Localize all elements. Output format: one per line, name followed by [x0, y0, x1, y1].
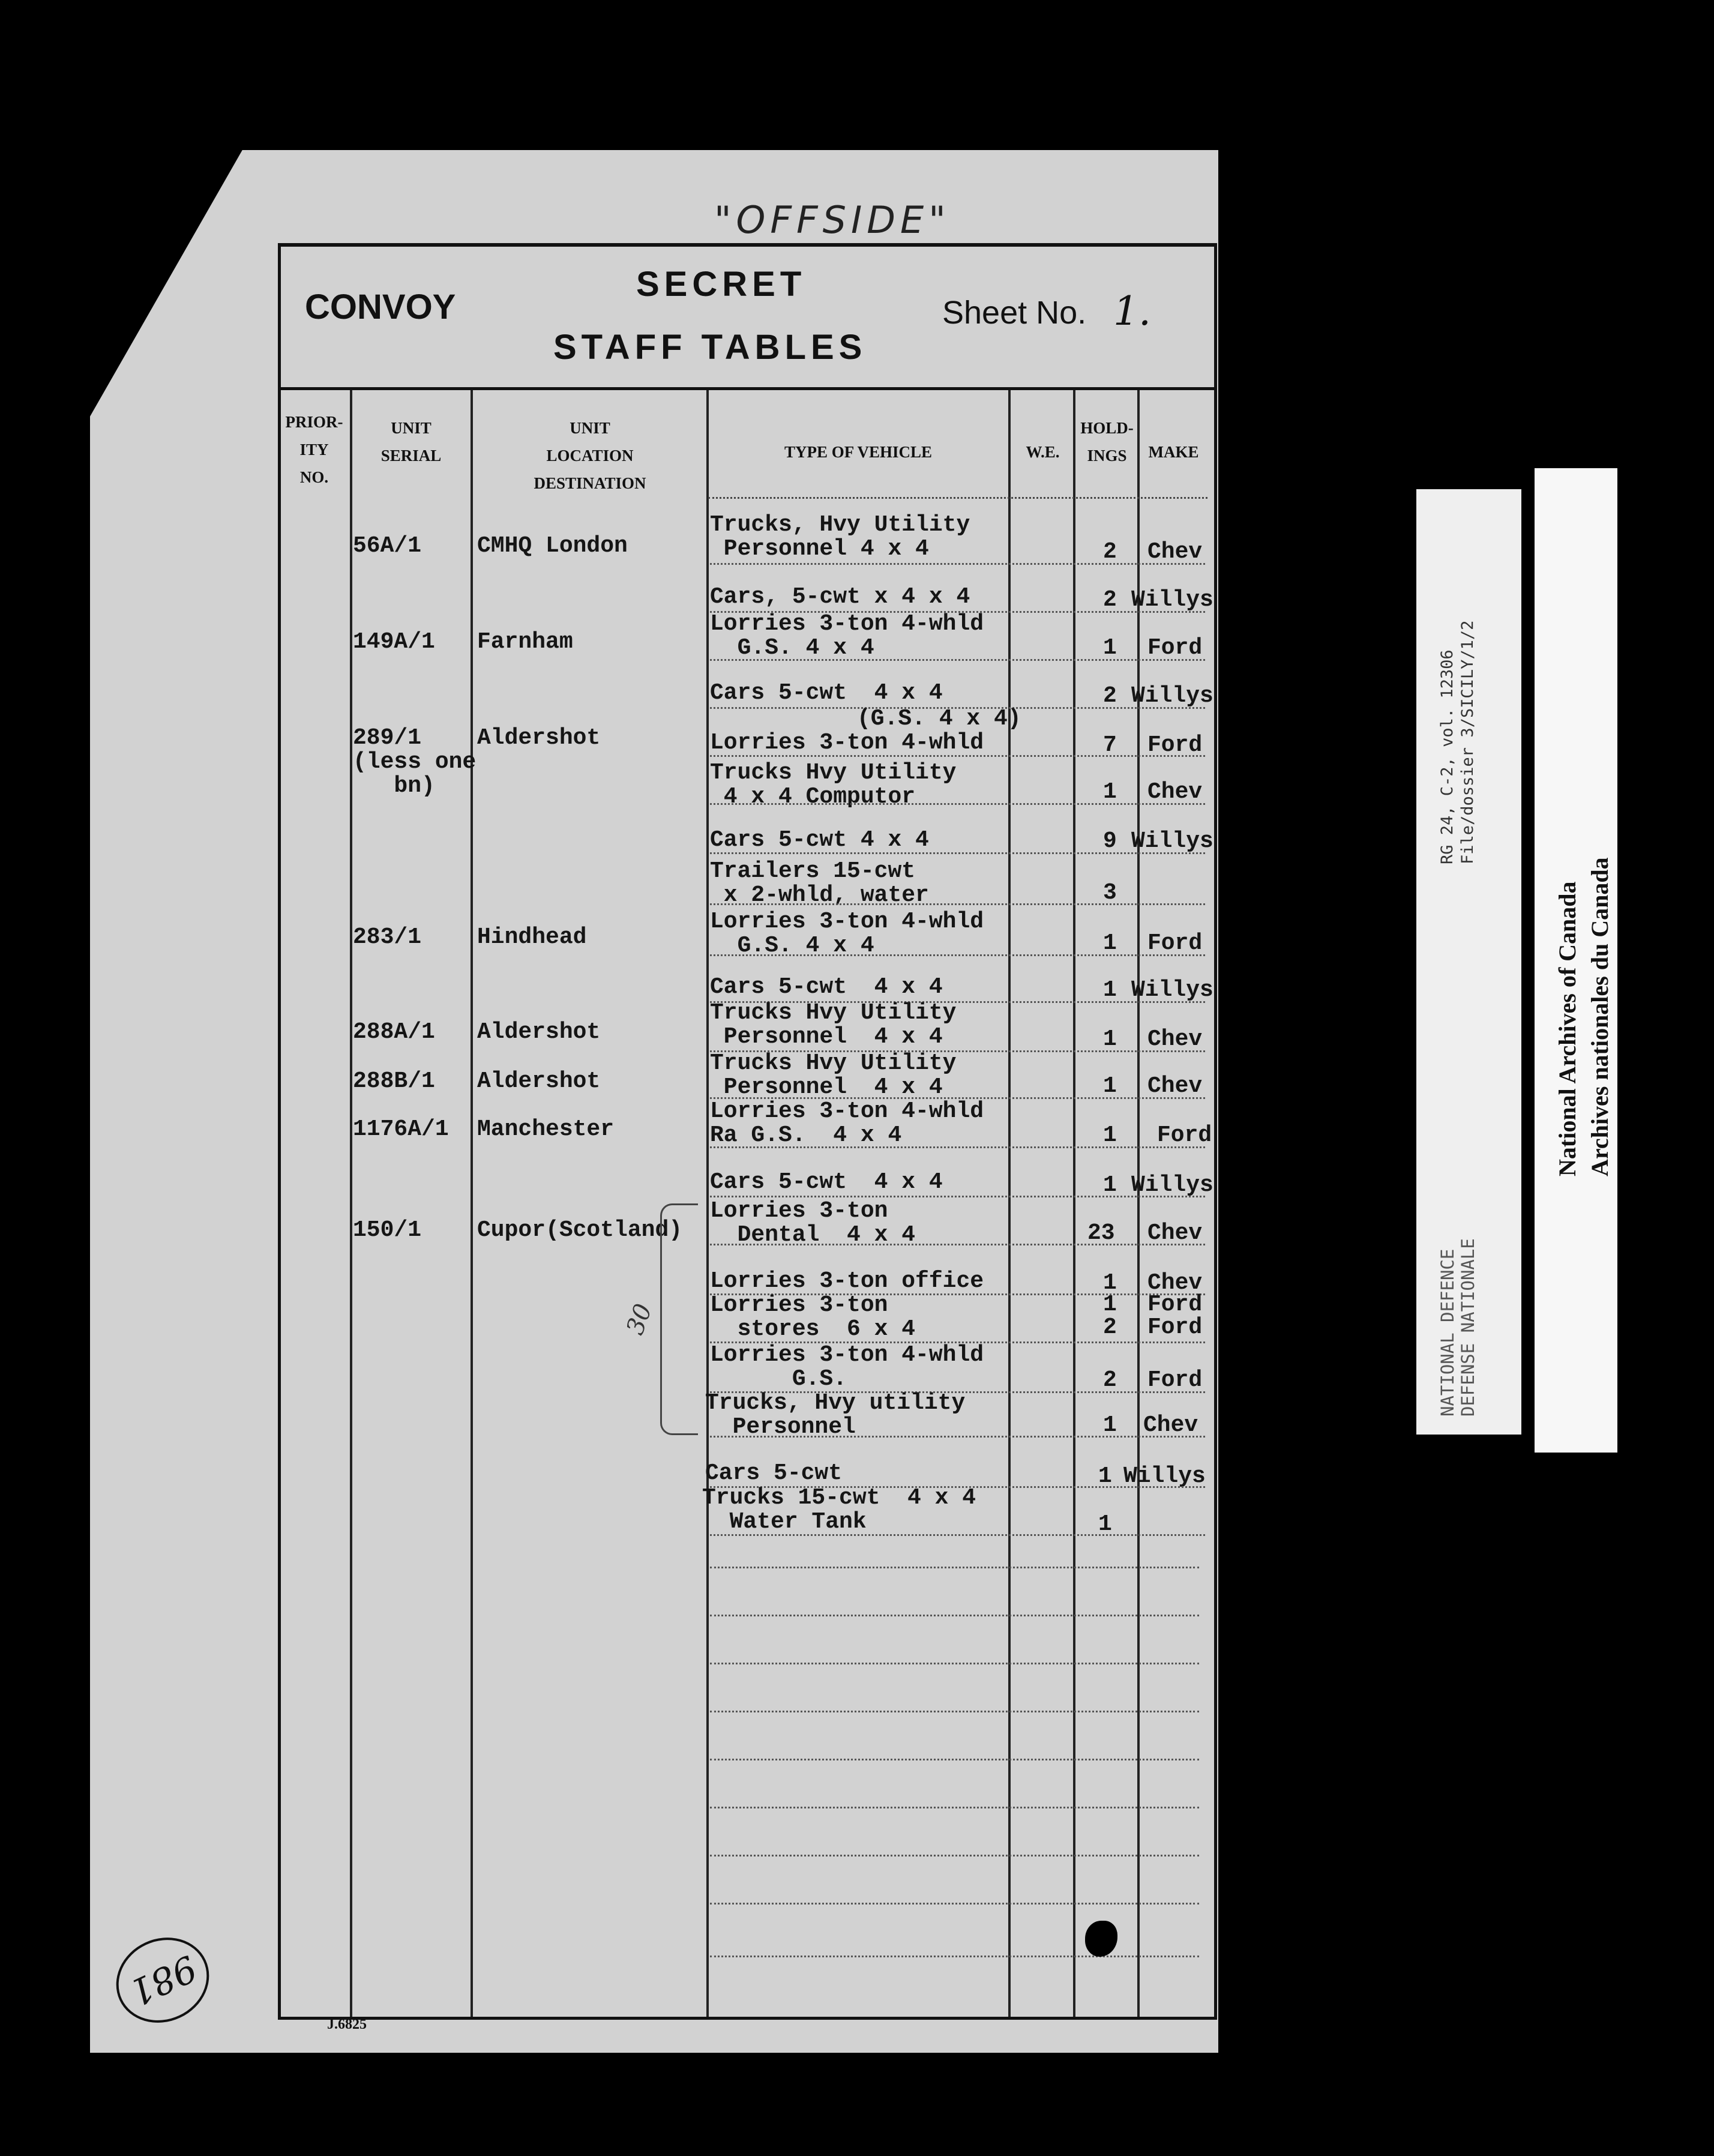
- vehicle-holdings: 1: [1103, 1172, 1117, 1198]
- vehicle-type: Cars 5-cwt: [705, 1460, 843, 1486]
- vehicle-make: Chev: [1147, 1026, 1203, 1052]
- vehicle-holdings: 1: [1103, 1270, 1117, 1296]
- unit-serial: 283/1: [353, 924, 422, 950]
- unit-location: Aldershot: [477, 725, 601, 751]
- divider: [1137, 390, 1140, 2017]
- vehicle-make: Chev: [1147, 1073, 1203, 1099]
- col-priority: PRIOR- ITY NO.: [285, 413, 343, 486]
- vehicle-type: Trucks, Hvy Utility Personnel 4 x 4: [710, 512, 970, 562]
- divider: [471, 390, 473, 2017]
- empty-row-rule: [710, 1663, 1199, 1664]
- unit-location: Farnham: [477, 629, 573, 655]
- vehicle-holdings: 3: [1103, 880, 1117, 906]
- offside-annotation: "OFFSIDE": [714, 198, 951, 242]
- divider: [706, 390, 709, 2017]
- secret-title: SECRET: [636, 265, 807, 304]
- vehicle-type: Cars 5-cwt 4 x 4: [710, 974, 943, 1000]
- vehicle-make: Willys: [1123, 1463, 1206, 1489]
- vehicle-make: Ford: [1147, 1367, 1203, 1393]
- vehicle-holdings: 1: [1103, 1026, 1117, 1052]
- empty-row-rule: [710, 1711, 1199, 1712]
- row-rule: [710, 1146, 1205, 1148]
- vehicle-make: Chev: [1143, 1412, 1198, 1438]
- row-rule: [710, 1534, 1205, 1536]
- empty-row-rule: [710, 1903, 1199, 1905]
- unit-location: Manchester: [477, 1116, 615, 1142]
- unit-serial: 150/1: [353, 1217, 422, 1243]
- unit-location: Aldershot: [477, 1068, 601, 1094]
- sheet-number-value: 1.: [1113, 288, 1151, 334]
- empty-row-rule: [710, 1807, 1199, 1808]
- row-rule: [710, 563, 1205, 565]
- unit-serial: 56A/1: [353, 533, 422, 559]
- staff-tables-title: STAFF TABLES: [553, 328, 867, 367]
- row-rule: [710, 954, 1205, 956]
- vehicle-holdings: 23: [1087, 1220, 1115, 1246]
- vehicle-type: Lorries 3-ton office: [710, 1268, 984, 1294]
- vehicle-type: Lorries 3-ton 4-whld G.S. 4 x 4: [710, 611, 984, 661]
- divider: [1073, 390, 1075, 2017]
- handwritten-bracket: [660, 1203, 698, 1435]
- vehicle-holdings: 1: [1103, 930, 1117, 956]
- col-we: W.E.: [1026, 443, 1060, 461]
- vehicle-holdings: 1: [1103, 779, 1117, 805]
- empty-row-rule: [710, 1567, 1199, 1568]
- vehicle-holdings: 1: [1103, 1122, 1117, 1148]
- empty-row-rule: [710, 1615, 1199, 1616]
- row-rule: [710, 1244, 1205, 1245]
- row-rule: [710, 1436, 1205, 1438]
- vehicle-type: Cars, 5-cwt x 4 x 4: [710, 584, 970, 610]
- vehicle-type: Lorries 3-ton 4-whld Ra G.S. 4 x 4: [710, 1098, 984, 1148]
- vehicle-holdings: 7: [1103, 732, 1117, 758]
- vehicle-type: Lorries 3-ton Dental 4 x 4: [710, 1198, 916, 1248]
- vehicle-type: Lorries 3-ton 4-whld G.S. 4 x 4: [710, 909, 984, 959]
- vehicle-holdings: 1 2: [1103, 1292, 1117, 1340]
- sheet-number-label: Sheet No.: [942, 295, 1087, 331]
- vehicle-make: Ford: [1157, 1122, 1212, 1148]
- row-rule: [710, 659, 1205, 661]
- vehicle-holdings: 2: [1103, 587, 1117, 613]
- vehicle-make: Ford Ford: [1147, 1292, 1203, 1340]
- row-rule: [710, 803, 1205, 805]
- vehicle-make: Chev: [1147, 539, 1203, 565]
- col-make: MAKE: [1148, 443, 1199, 461]
- top-rule: [278, 243, 1214, 247]
- row-rule: [710, 903, 1205, 905]
- vehicle-holdings: 9: [1103, 828, 1117, 854]
- vehicle-holdings: 1: [1103, 635, 1117, 661]
- vehicle-holdings: 2: [1103, 683, 1117, 709]
- unit-serial: 288B/1: [353, 1068, 435, 1094]
- vehicle-type: Trucks Hvy Utility Personnel 4 x 4: [710, 1050, 957, 1100]
- vehicle-holdings: 2: [1103, 1367, 1117, 1393]
- vehicle-holdings: 2: [1103, 539, 1117, 565]
- vehicle-make: Ford: [1147, 930, 1203, 956]
- reference-stamp: RG 24, C-2, vol. 12306 File/dossier 3/SICILY/1/2: [1438, 620, 1477, 864]
- vehicle-holdings: 1: [1103, 1412, 1117, 1438]
- row-rule: [710, 1196, 1205, 1197]
- empty-row-rule: [710, 1956, 1199, 1957]
- col-holdings: HOLD- INGS: [1080, 419, 1134, 465]
- col-location: UNIT LOCATION DESTINATION: [534, 419, 646, 492]
- vehicle-holdings: 1: [1098, 1463, 1112, 1489]
- empty-row-rule: [710, 1855, 1199, 1856]
- archive-name: National Archives of Canada Archives nationales du Canada: [1554, 857, 1613, 1176]
- page-number: 981: [122, 1947, 203, 2014]
- divider: [350, 390, 352, 2017]
- vehicle-type: Trailers 15-cwt x 2-whld, water: [710, 858, 929, 908]
- vehicle-type: Trucks 15-cwt 4 x 4 Water Tank: [702, 1485, 976, 1535]
- vehicle-note: (G.S. 4 x 4): [857, 706, 1021, 732]
- unit-serial: 1176A/1: [353, 1116, 449, 1142]
- unit-location: Hindhead: [477, 924, 587, 950]
- vehicle-holdings: 1: [1103, 977, 1117, 1003]
- form-number: J.6825: [327, 2017, 367, 2032]
- convoy-title: CONVOY: [305, 288, 456, 327]
- department-stamp: NATIONAL DEFENCE DEFENSE NATIONALE: [1437, 1238, 1478, 1417]
- vehicle-make: Willys: [1131, 683, 1213, 709]
- vehicle-holdings: 1: [1103, 1073, 1117, 1099]
- vehicle-type: Trucks Hvy Utility Personnel 4 x 4: [710, 1000, 957, 1050]
- vehicle-type: Lorries 3-ton 4-whld G.S.: [710, 1342, 984, 1392]
- vehicle-make: Chev: [1147, 1220, 1203, 1246]
- unit-location: Cupor(Scotland): [477, 1217, 683, 1243]
- vehicle-make: Ford: [1147, 732, 1203, 758]
- vehicle-type: Cars 5-cwt 4 x 4: [710, 827, 929, 853]
- vehicle-make: Chev: [1147, 779, 1203, 805]
- vehicle-make: Willys: [1131, 977, 1213, 1003]
- vehicle-type: Lorries 3-ton stores 6 x 4: [710, 1292, 916, 1342]
- bottom-rule: [278, 2017, 1214, 2020]
- vehicle-make: Willys: [1131, 587, 1213, 613]
- vehicle-make: Willys: [1131, 828, 1213, 854]
- vehicle-type: Cars 5-cwt 4 x 4: [710, 1169, 943, 1195]
- unit-location: Aldershot: [477, 1019, 601, 1045]
- unit-serial: 149A/1: [353, 629, 435, 655]
- vehicle-type: Trucks, Hvy utility Personnel: [705, 1390, 966, 1440]
- vehicle-type: Cars 5-cwt 4 x 4: [710, 680, 943, 706]
- vehicle-make: Willys: [1131, 1172, 1213, 1198]
- vehicle-holdings: 1: [1098, 1511, 1112, 1537]
- vehicle-make: Chev: [1147, 1270, 1203, 1296]
- empty-row-rule: [710, 1759, 1199, 1760]
- col-serial: UNIT SERIAL: [380, 419, 442, 465]
- vehicle-type: Lorries 3-ton 4-whld: [710, 730, 984, 756]
- unit-serial: 289/1 (less one bn): [353, 725, 477, 799]
- row-rule: [710, 755, 1205, 757]
- row-rule: [710, 852, 1205, 854]
- margin-note: 30: [621, 1300, 658, 1338]
- unit-serial: 288A/1: [353, 1019, 435, 1045]
- col-vehicle: TYPE OF VEHICLE: [784, 443, 933, 461]
- divider: [1008, 390, 1011, 2017]
- vehicle-type: Trucks Hvy Utility 4 x 4 Computor: [710, 760, 957, 810]
- vehicle-make: Ford: [1147, 635, 1203, 661]
- header-bottom-rule: [708, 497, 1207, 499]
- unit-location: CMHQ London: [477, 533, 628, 559]
